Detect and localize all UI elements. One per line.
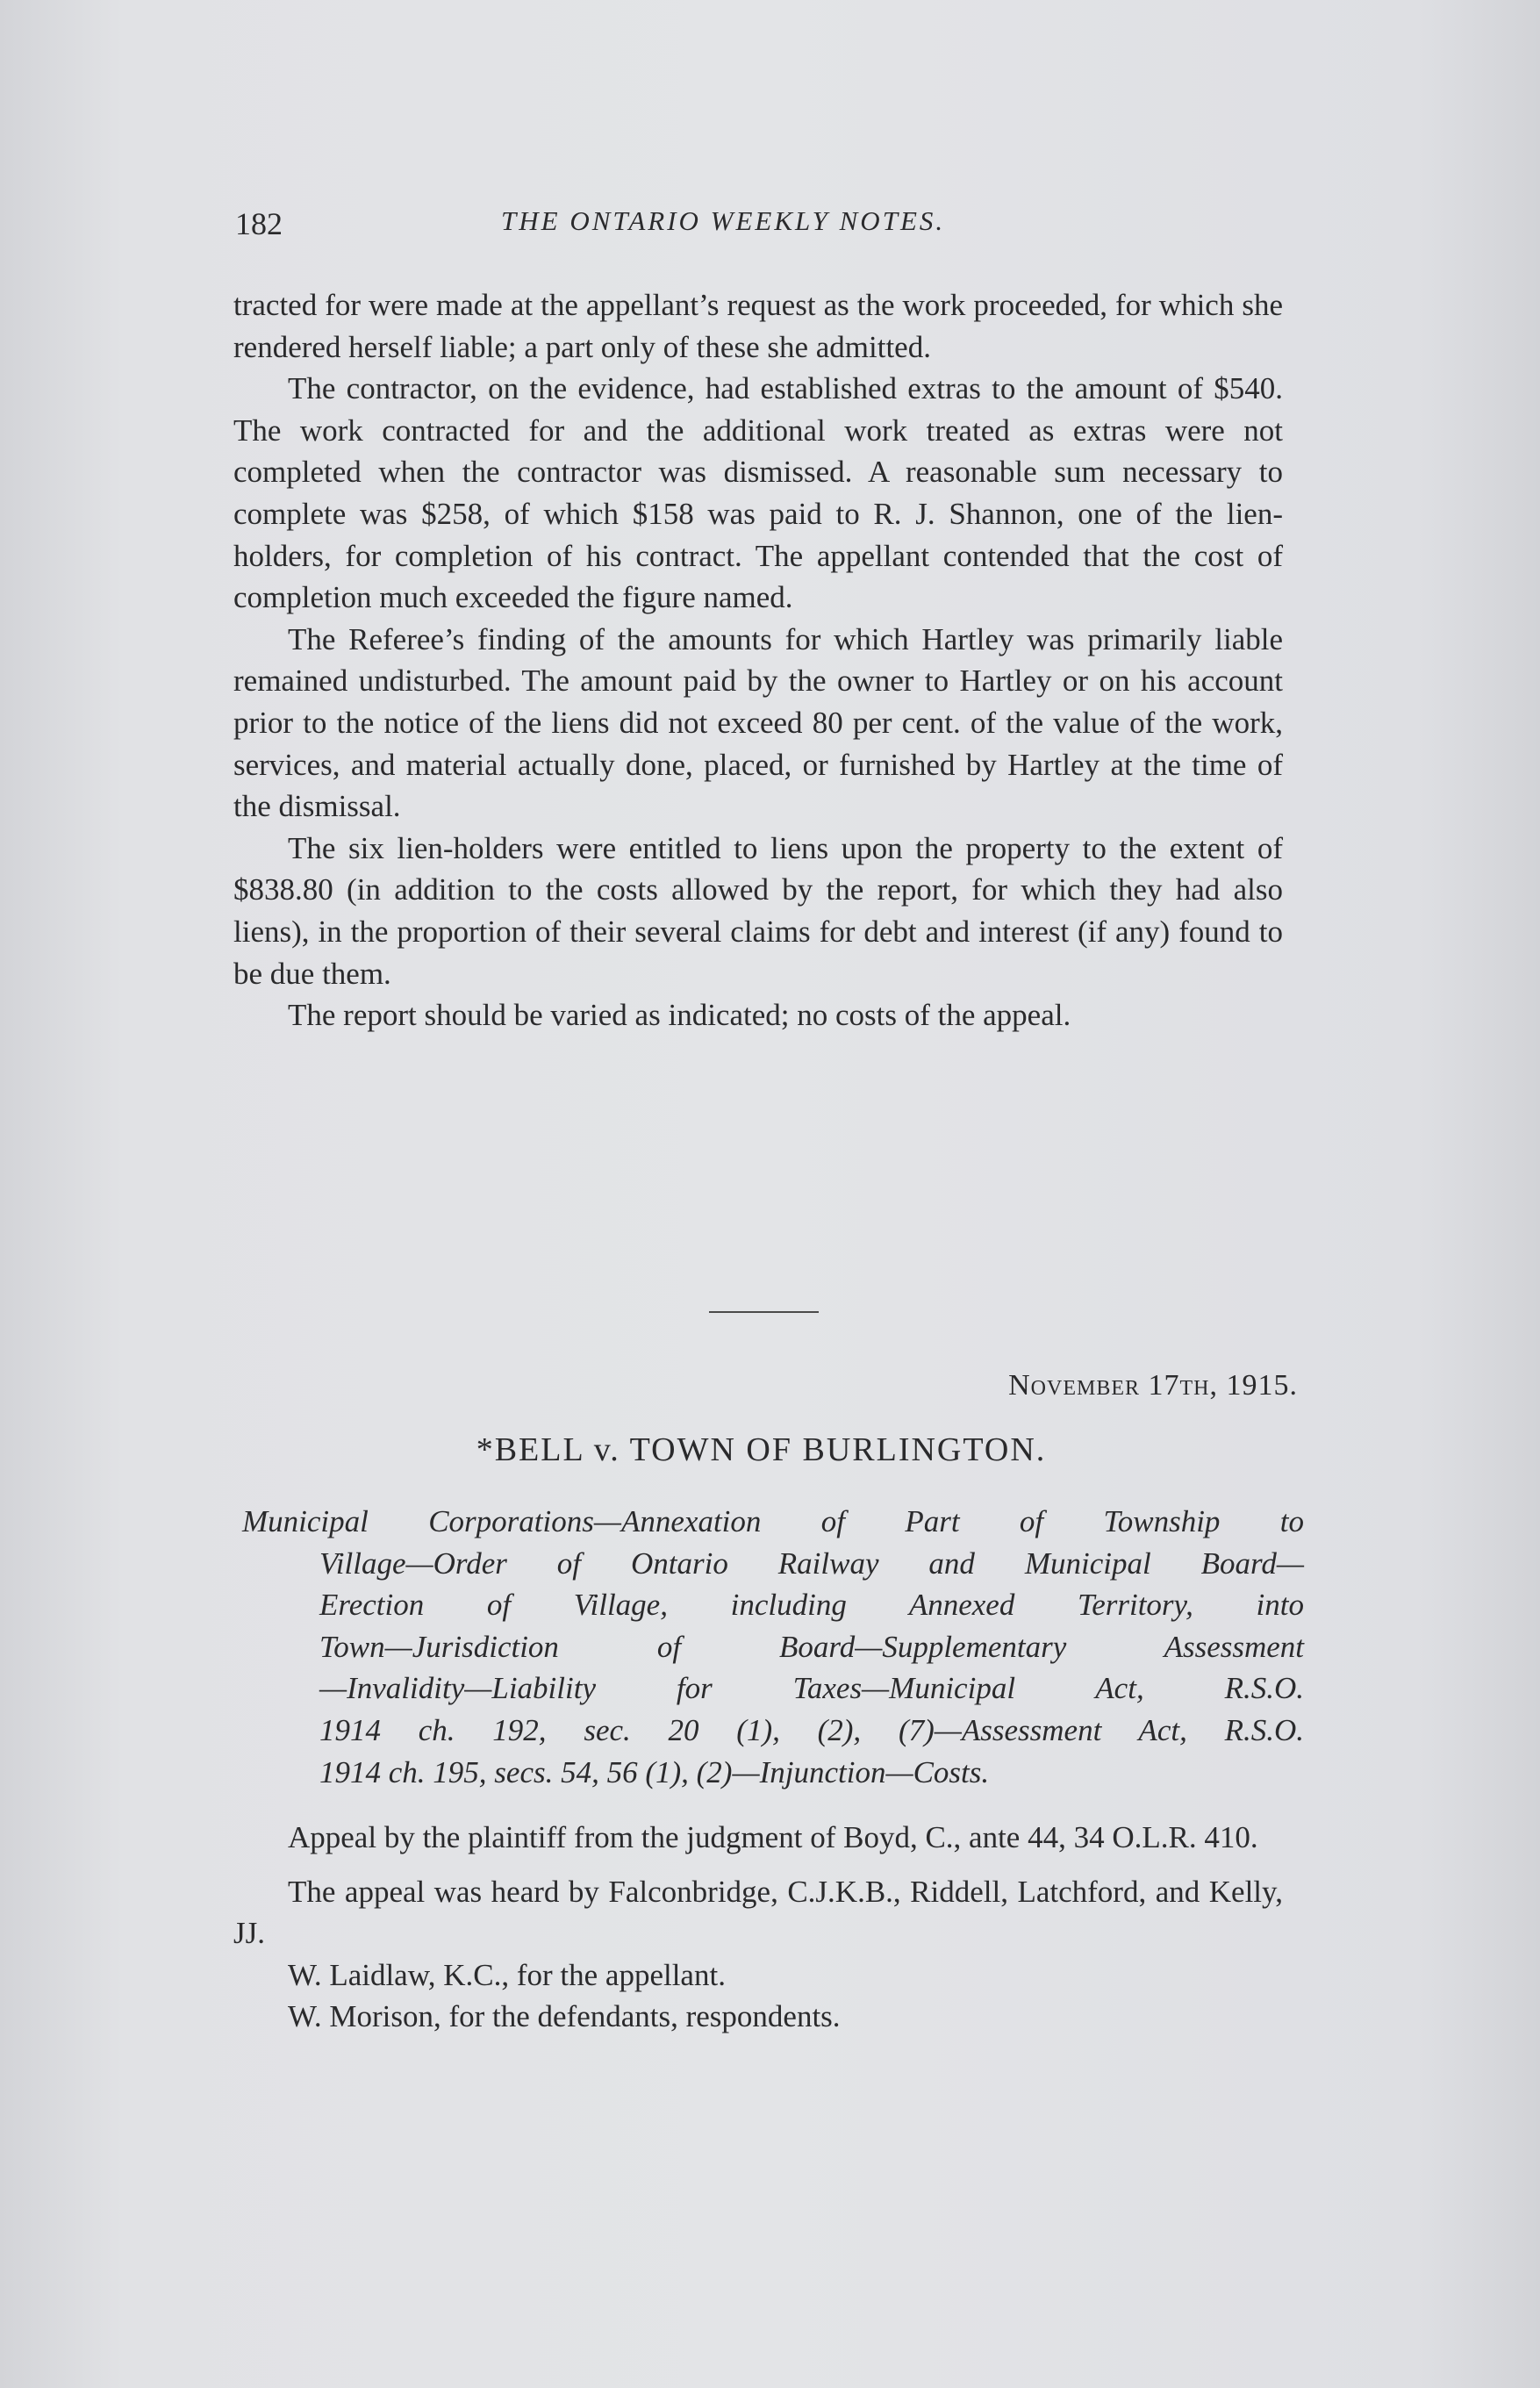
- running-title: THE ONTARIO WEEKLY NOTES.: [501, 205, 946, 236]
- case-date: November 17th, 1915.: [1008, 1369, 1298, 1402]
- section-divider: [709, 1311, 819, 1313]
- counsel-appellant: W. Laidlaw, K.C., for the appellant.: [288, 1957, 726, 1992]
- paragraph-referee-finding: The Referee’s finding of the amounts for which Hartley was primarily liable remained undisturbed. The amount paid by the owner to Hartley or on his account prior to the notice of the liens did not exceed 80 per cent. of the value of the work, services, and material actually done, placed, or furnished by Hartley at the time of the dismissal.: [233, 621, 1283, 824]
- paragraph-lien-holders: The six lien-holders were entitled to liens upon the property to the extent of $838.80 (in addition to the costs allowed by the report, for which they had also liens), in the proportion of their several claims for debt and interest (if any) found to be due them.: [233, 830, 1283, 991]
- paragraph-report-varied: The report should be varied as indicated; no costs of the appeal.: [288, 998, 1071, 1033]
- headnote-line: 1914 ch. 192, sec. 20 (1), (2), (7)—Assessment Act, R.S.O.: [319, 1712, 1304, 1747]
- case-body: [233, 1817, 1283, 2038]
- headnote-line: 1914 ch. 195, secs. 54, 56 (1), (2)—Injunction—Costs.: [319, 1754, 990, 1789]
- headnote-line: Erection of Village, including Annexed Territory, into: [319, 1588, 1304, 1623]
- case-title: *BELL v. TOWN OF BURLINGTON.: [476, 1431, 1047, 1468]
- page-number: 182: [235, 206, 283, 241]
- headnote-line: Village—Order of Ontario Railway and Municipal Board—: [319, 1545, 1304, 1581]
- paragraph-extras: The contractor, on the evidence, had established extras to the amount of $540. The work contracted for and the additional work treated as extras were not completed when the contractor was dismissed. A reasonable sum necessary to complete was $258, of which $158 was paid to R. J. Shannon, one of the lien-holders, for completion of his contract. The appellant contended that the cost of completion much exceeded the figure named.: [233, 371, 1283, 615]
- headnote-line: Municipal Corporations—Annexation of Part of Township to: [242, 1504, 1304, 1538]
- running-head: [235, 205, 1288, 249]
- counsel-respondents: W. Morison, for the defendants, respondents.: [288, 1999, 841, 2034]
- body-text: [233, 284, 1283, 1036]
- headnote: [242, 1501, 1304, 1793]
- appeal-paragraph: Appeal by the plaintiff from the judgment of Boyd, C., ante 44, 34 O.L.R. 410.: [288, 1820, 1258, 1854]
- heard-by-paragraph: The appeal was heard by Falconbridge, C.J.K.B., Riddell, Latchford, and Kelly, JJ.: [233, 1874, 1283, 1951]
- headnote-line: Town—Jurisdiction of Board—Supplementary Assessment: [319, 1629, 1304, 1664]
- headnote-line: —Invalidity—Liability for Taxes—Municipal Act, R.S.O.: [319, 1671, 1304, 1706]
- paragraph-continuation: tracted for were made at the appellant’s request as the work proceeded, for which she rendered herself liable; a part only of these she admitted.: [233, 288, 1283, 364]
